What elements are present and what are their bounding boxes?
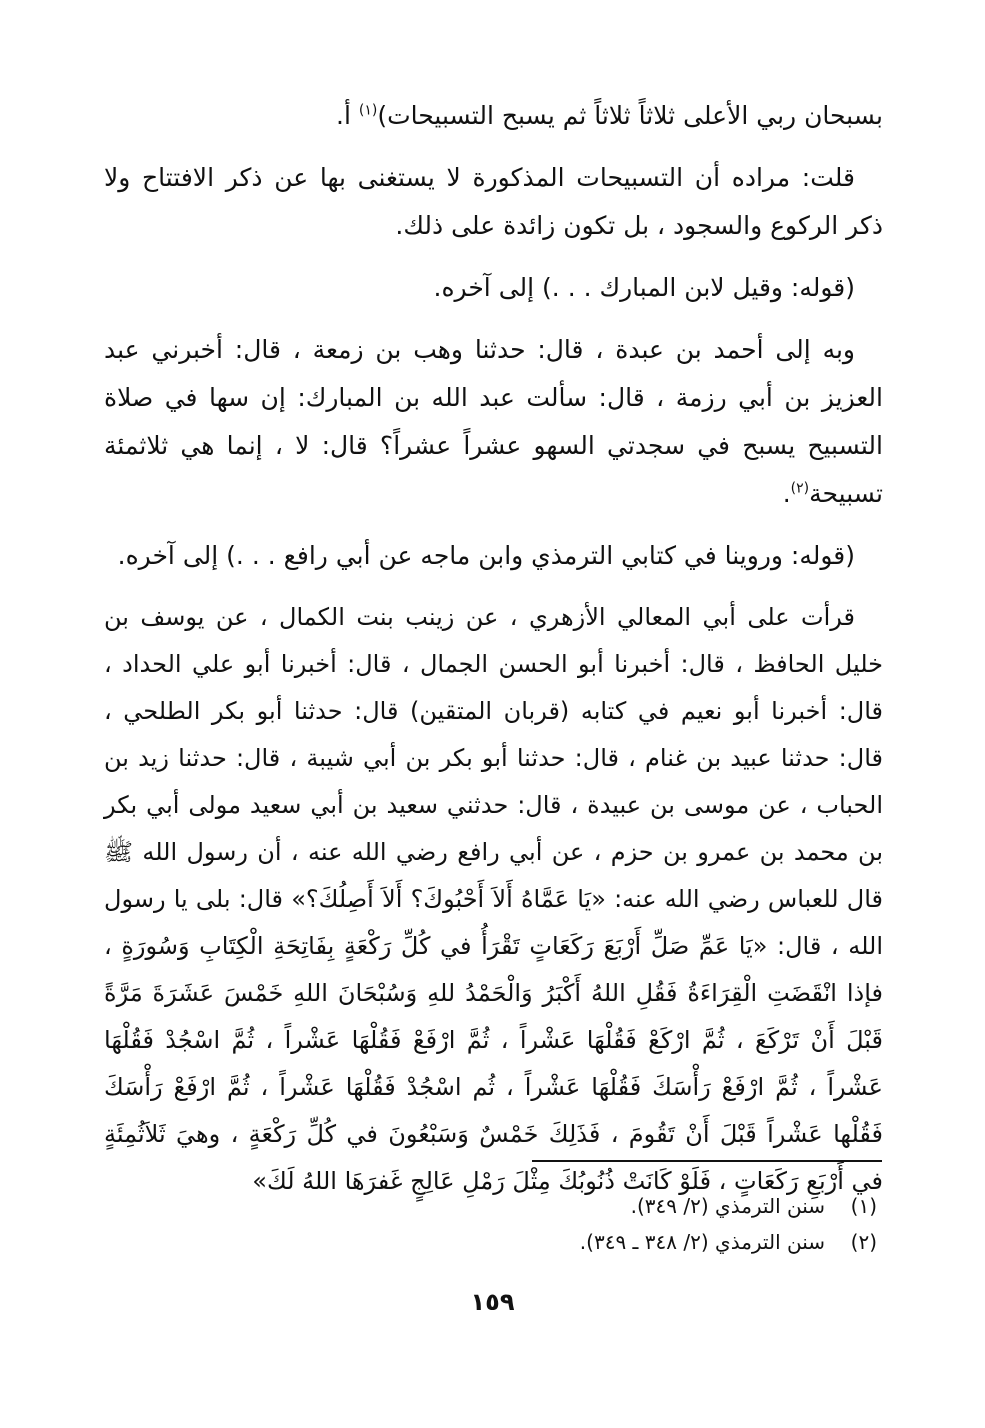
paragraph-1: [104, 92, 883, 140]
main-text: [104, 92, 883, 1219]
footnote-2: [580, 1224, 877, 1260]
footnote-1: [580, 1188, 877, 1224]
paragraph-6-hadith: قرأت على أبي المعالي الأزهري ، عن زينب بنت الكمال ، عن يوسف بن خليل الحافظ ، قال: أخبرنا أبو الحسن الجمال ، قال: أخبرنا أبو علي الحداد ، قال: أخبرنا أبو نعيم في كتابه (قربان المتقين) قال: حدثنا أبو بكر الطلحي ، قال: حدثنا عبيد بن غنام ، قال: حدثنا أبو بكر بن أبي شيبة ، قال: حدثنا زيد بن الحباب ، عن موسى بن عبيدة ، قال: حدثني سعيد بن أبي سعيد مولى أبي بكر بن محمد بن عمرو بن حزم ، عن أبي رافع رضي الله عنه ، أن رسول الله ﷺ قال للعباس رضي الله عنه: «يَا عَمَّاهُ أَلاَ أَحْبُوكَ؟ أَلاَ أَصِلُكَ؟» قال: بلى يا رسول الله ، قال: «يَا عَمِّ صَلِّ أَرْبَعَ رَكَعَاتٍ تَقْرَأُ في كُلِّ رَكْعَةٍ بِفَاتِحَةِ الْكِتَابِ وَسُورَةٍ ، فإذا انْقَضَتِ الْقِرَاءَةُ فَقُلِ اللهُ أَكْبَرُ وَالْحَمْدُ للهِ وَسُبْحَانَ اللهِ خَمْسَ عَشَرَةَ مَرَّةً قَبْلَ أَنْ تَرْكَعَ ، ثُمَّ ارْكَعْ فَقُلْهَا عَشْراً ، ثُمَّ ارْفَعْ فَقُلْهَا عَشْراً ، ثُمَّ اسْجُدْ فَقُلْهَا عَشْراً ، ثُمَّ ارْفَعْ رَأْسَكَ فَقُلْهَا عَشْراً ، ثُم اسْجُدْ فَقُلْهَا عَشْراً ، ثُمَّ ارْفَعْ رَأْسَكَ فَقُلْها عَشْراً قَبْلَ أَنْ تَقُومَ ، فَذَلِكَ خَمْسٌ وَسَبْعُونَ في كُلِّ رَكْعَةٍ ، وهيَ ثَلاَثُمِئَةٍ في أَرْبَعِ رَكَعَاتٍ ، فَلَوْ كَانَتْ ذُنُوبُكَ مِثْلَ رَمْلِ عَالِجٍ غَفرَهَا اللهُ لَكَ»: [104, 603, 883, 1195]
footnote-ref-1: (١): [358, 102, 378, 119]
paragraph-2: قلت: مراده أن التسبيحات المذكورة لا يستغنى بها عن ذكر الافتتاح ولا ذكر الركوع والسجود ، بل تكون زائدة على ذلك.: [104, 163, 883, 240]
paragraph-3-heading: (قوله: وقيل لابن المبارك . . .) إلى آخره.: [433, 273, 855, 302]
paragraph-5-heading: (قوله: وروينا في كتابي الترمذي وابن ماجه عن أبي رافع . . .) إلى آخره.: [117, 541, 855, 570]
footnote-2-text: سنن الترمذي (٢/ ٣٤٨ ـ ٣٤٩).: [579, 1230, 825, 1254]
paragraph-1-text: بسبحان ربي الأعلى ثلاثاً ثلاثاً ثم يسبح التسبيحات): [377, 101, 883, 130]
paragraph-4: [104, 326, 883, 518]
footnote-1-number: (١): [850, 1194, 877, 1218]
paragraph-1-end: أ.: [336, 101, 359, 130]
footnotes: [580, 1188, 877, 1260]
paragraph-4-text: وبه إلى أحمد بن عبدة ، قال: حدثنا وهب بن زمعة ، قال: أخبرني عبد العزيز بن أبي رزمة ، قال: سألت عبد الله بن المبارك: إن سها في صلاة التسبيح يسبح في سجدتي السهو عشراً عشراً؟ قال: لا ، إنما هي ثلاثمئة تسبيحة: [104, 335, 883, 508]
footnote-divider: [532, 1160, 882, 1162]
footnote-1-text: سنن الترمذي (٢/ ٣٤٩).: [630, 1194, 825, 1218]
page-number: ١٥٩: [470, 1288, 515, 1316]
footnote-ref-2: (٢): [790, 480, 810, 497]
paragraph-4-end: .: [782, 479, 791, 508]
footnote-2-number: (٢): [850, 1230, 877, 1254]
